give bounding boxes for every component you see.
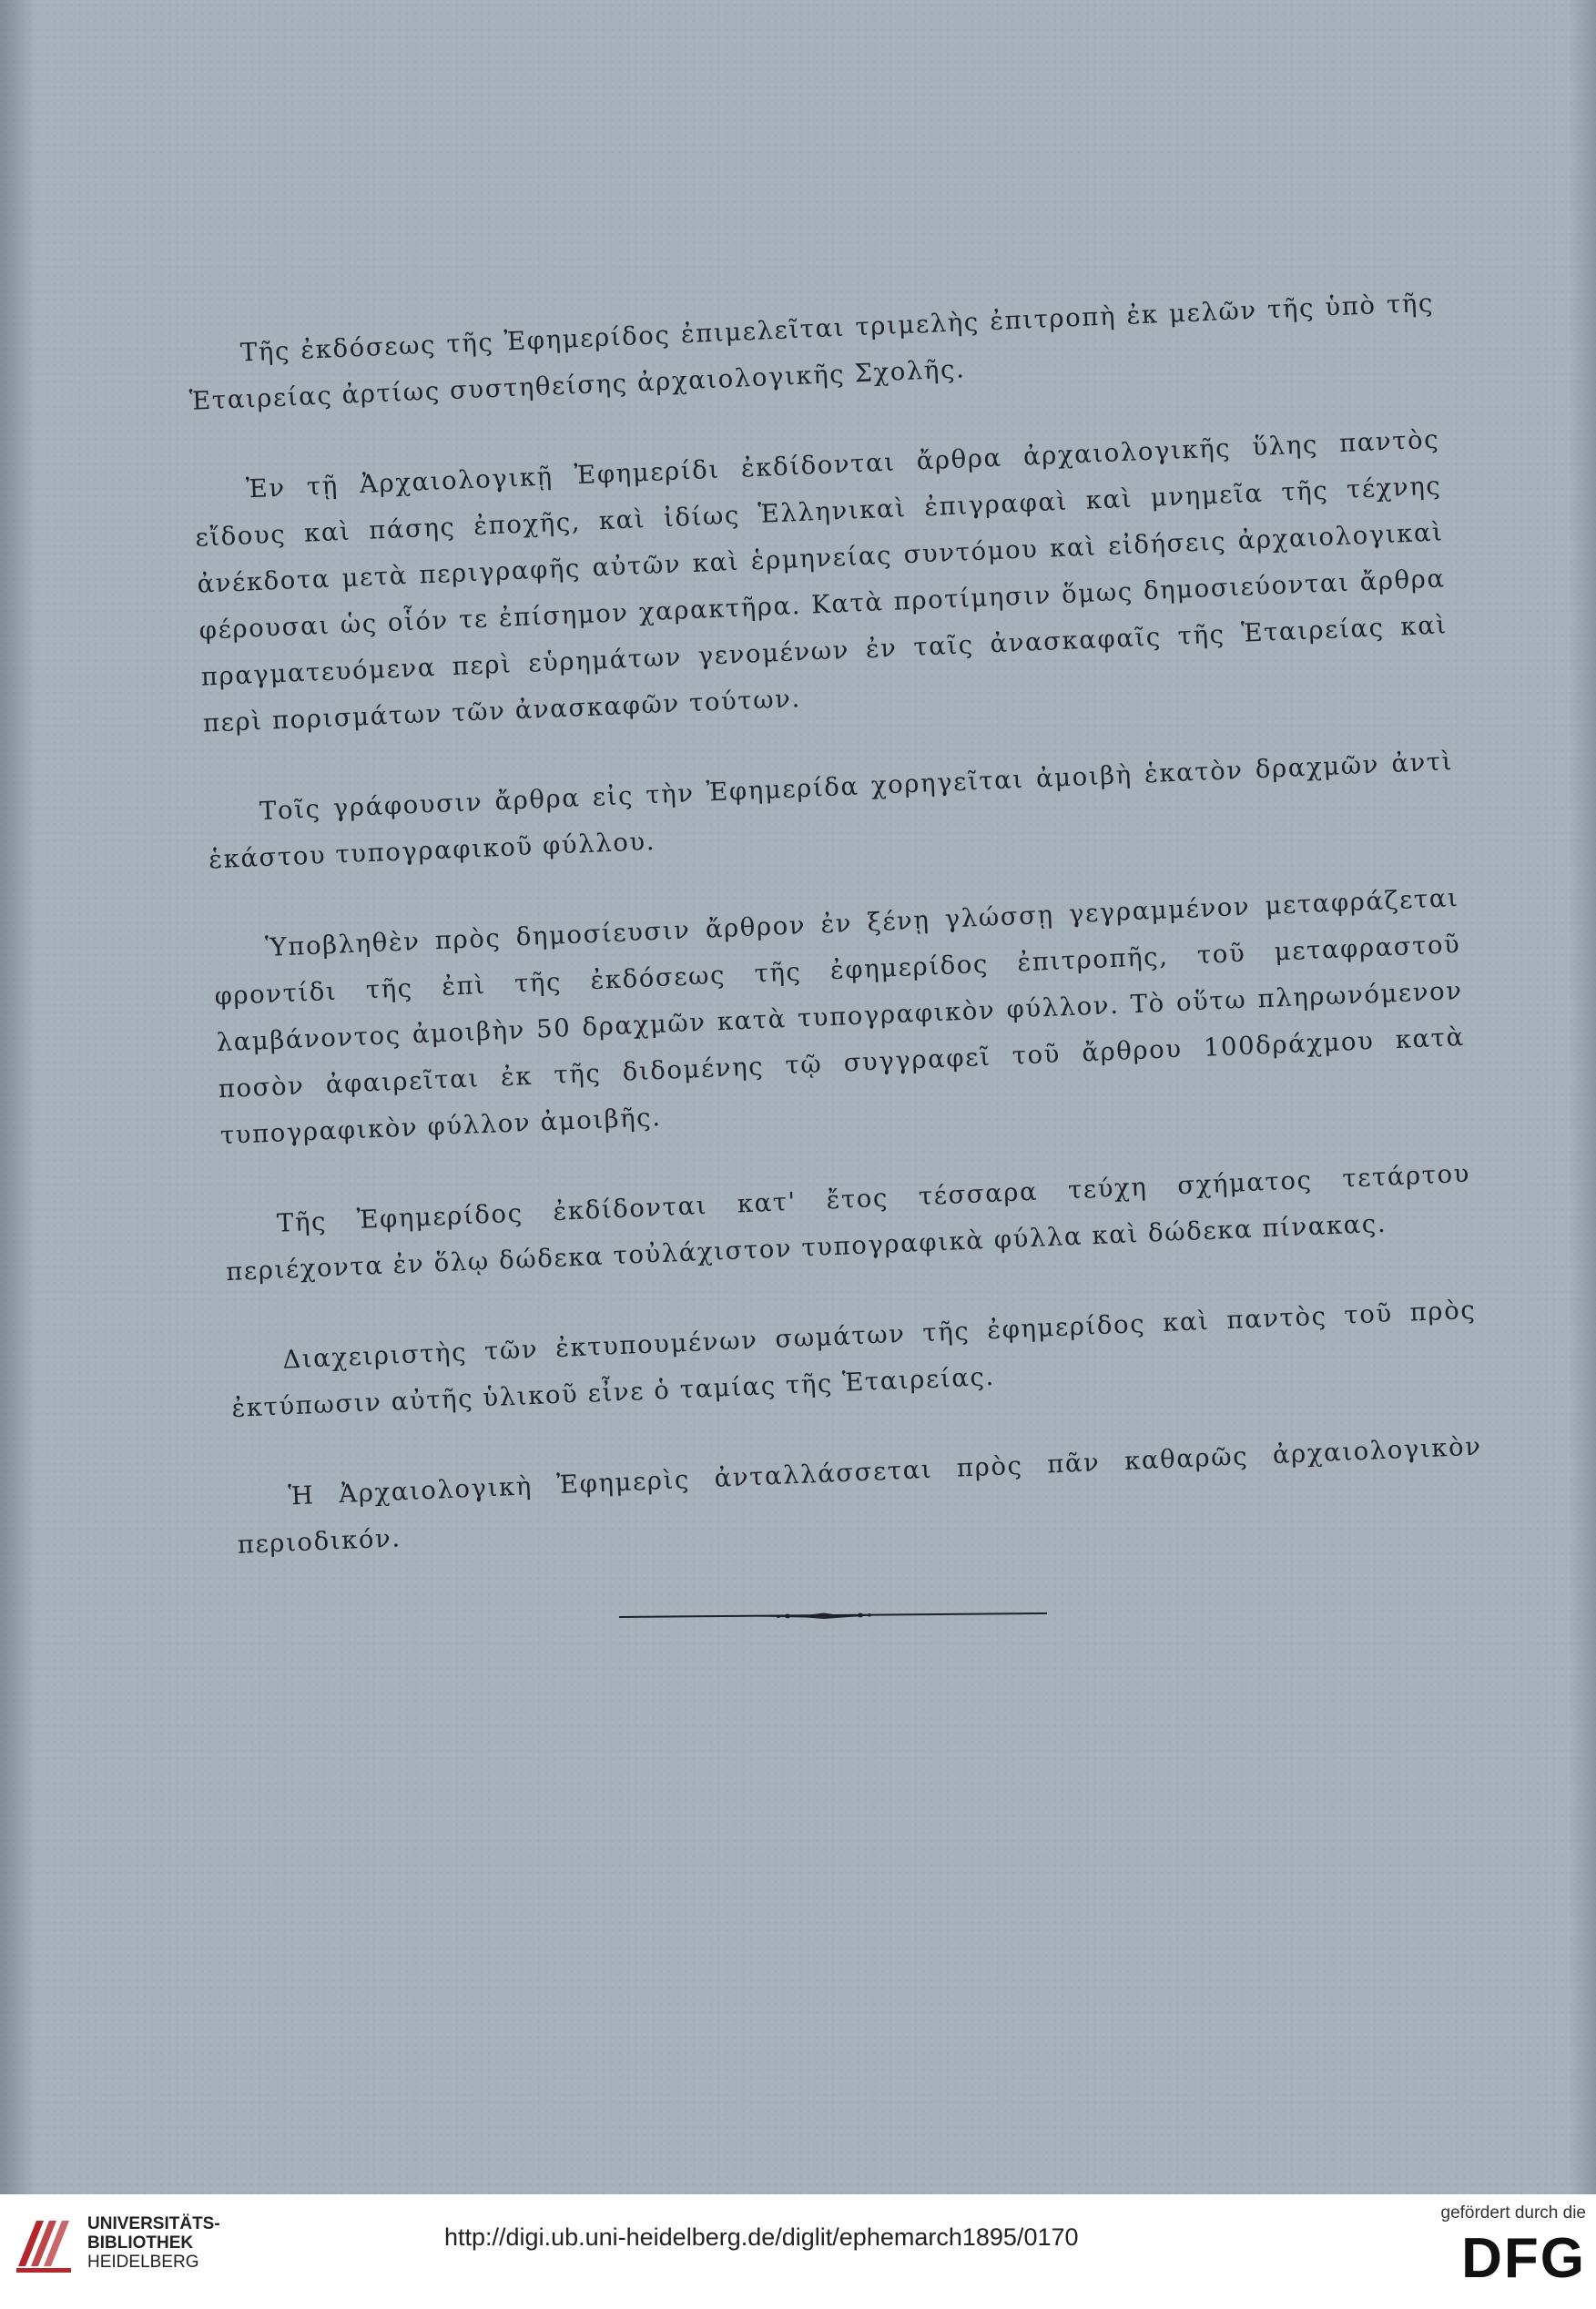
- paragraph-author-fee: Τοῖς γράφουσιν ἄρθρα εἰς τὴν Ἐφημερίδα χορηγεῖται ἀμοιβὴ ἑκατὸν δραχμῶν ἀντὶ ἑκάστου τυπογραφικοῦ φύλλου.: [208, 747, 1454, 875]
- paragraph-translation: Ὑποβληθὲν πρὸς δημοσίευσιν ἄρθρον ἐν ξένῃ γλώσσῃ γεγραμμένον μεταφράζεται φροντίδι τῆς ἐπὶ τῆς ἐκδόσεως τῆς ἐφημερίδος ἐπιτροπῆς, τοῦ μεταφραστοῦ λαμβάνοντος ἀμοιβὴν 50 δραχμῶν κατὰ τυπογραφικὸν φύλλον. Τὸ οὕτω πληρωνόμενον ποσὸν ἀφαιρεῖται ἐκ τῆς διδομένης τῷ συγγραφεῖ τοῦ ἄρθρου 100δράχμου κατὰ τυπογραφικὸν φύλλον ἀμοιβῆς.: [213, 883, 1466, 1151]
- university-library-logo-icon: [13, 2213, 76, 2277]
- paragraph-editorial-committee: Τῆς ἐκδόσεως τῆς Ἐφημερίδος ἐπιμελεῖται τριμελὴς ἐπιτροπὴ ἐκ μελῶν τῆς ὑπὸ τῆς Ἑταιρείας ἀρτίως συστηθείσης ἀρχαιολογικῆς Σχολῆς.: [188, 288, 1435, 416]
- document-body: [187, 280, 1485, 1569]
- library-name-line3: HEIDELBERG: [87, 2253, 199, 2272]
- library-name-line1: UNIVERSITÄTS-: [87, 2214, 220, 2233]
- funded-by-label: gefördert durch die: [1440, 2203, 1586, 2223]
- paragraph-exchange: Ἡ Ἀρχαιολογικὴ Ἐφημερὶς ἀνταλλάσσεται πρὸς πᾶν καθαρῶς ἀρχαιολογικὸν περιοδικόν.: [237, 1431, 1483, 1560]
- library-name-line2: BIBLIOTHEK: [87, 2233, 194, 2253]
- paragraph-article-scope: Ἐν τῇ Ἀρχαιολογικῇ Ἐφημερίδι ἐκδίδονται ἄρθρα ἀρχαιολογικῆς ὕλης παντὸς εἴδους καὶ πάσης ἐποχῆς, καὶ ἰδίως Ἑλληνικαὶ ἐπιγραφαὶ καὶ μνημεῖα τῆς τέχνης ἀνέκδοτα μετὰ περιγραφῆς αὐτῶν καὶ ἑρμηνείας συντόμου καὶ εἰδήσεις ἀρχαιολογικαὶ φέρουσαι ὡς οἷόν τε ἐπίσημον χαρακτῆρα. Κατὰ προτίμησιν ὅμως δημοσιεύονται ἄρθρα πραγματευόμενα περὶ εὑρημάτων γενομένων ἐν ταῖς ἀνασκαφαῖς τῆς Ἑταιρείας καὶ περὶ πορισμάτων τῶν ἀνασκαφῶν τούτων.: [194, 424, 1449, 738]
- library-name: [87, 2214, 242, 2272]
- permalink-url[interactable]: http://digi.ub.uni-heidelberg.de/diglit/ephemarch1895/0170: [444, 2223, 1079, 2251]
- dfg-logo: DFG: [1461, 2227, 1586, 2290]
- paragraph-issues: Τῆς Ἐφημερίδος ἐκδίδονται κατ' ἔτος τέσσαρα τεύχη σχήματος τετάρτου περιέχοντα ἐν ὅλῳ δώδεκα τοὐλάχιστον τυπογραφικὰ φύλλα καὶ δώδεκα πίνακας.: [225, 1158, 1471, 1287]
- paragraph-administrator: Διαχειριστὴς τῶν ἐκτυπουμένων σωμάτων τῆς ἐφημερίδος καὶ παντὸς τοῦ πρὸς ἐκτύπωσιν αὐτῆς ὑλικοῦ εἶνε ὁ ταμίας τῆς Ἑταιρείας.: [230, 1295, 1477, 1423]
- ornamental-rule: [619, 1604, 1047, 1626]
